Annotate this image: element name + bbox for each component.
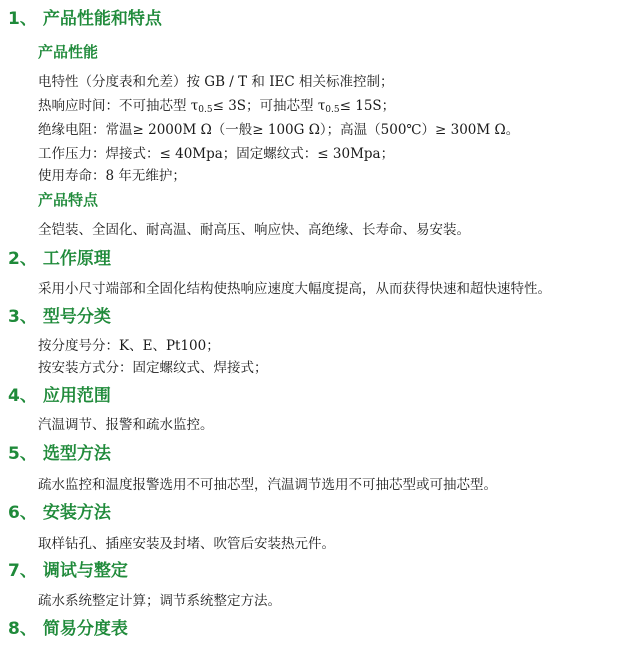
response-text-a: 热响应时间：不可抽芯型 τ xyxy=(38,98,199,114)
section-heading-7 xyxy=(8,560,128,582)
subsection-features: 产品特点 xyxy=(38,191,99,209)
response-subscript-1: 0.5 xyxy=(198,105,213,115)
subsection-performance: 产品性能 xyxy=(38,43,99,61)
section-title: 选型方法 xyxy=(42,444,111,464)
section-heading-8 xyxy=(8,618,128,640)
response-time-line xyxy=(38,96,395,120)
section-number: 1、 xyxy=(8,9,37,29)
section-heading-2 xyxy=(8,248,111,270)
section-number: 7、 xyxy=(8,561,37,581)
section-title: 应用范围 xyxy=(42,386,111,406)
section-title: 型号分类 xyxy=(42,307,111,327)
principle-line: 采用小尺寸端部和全固化结构使热响应速度大幅度提高，从而获得快速和超快速特性。 xyxy=(38,281,551,297)
application-line: 汽温调节、报警和疏水监控。 xyxy=(38,417,214,433)
section-title: 工作原理 xyxy=(42,249,111,269)
response-text-c: ≤ 15S； xyxy=(339,98,396,114)
section-number: 8、 xyxy=(8,619,37,639)
section-title: 产品性能和特点 xyxy=(42,9,162,29)
section-title: 简易分度表 xyxy=(42,619,128,639)
pressure-line: 工作压力：焊接式：≤ 40Mpa；固定螺纹式：≤ 30Mpa； xyxy=(38,146,395,162)
classification-line-2: 按安装方式分：固定螺纹式、焊接式； xyxy=(38,360,268,376)
life-line: 使用寿命：8 年无维护； xyxy=(38,168,186,184)
section-number: 3、 xyxy=(8,307,37,327)
section-heading-6 xyxy=(8,502,111,524)
response-text-b: ≤ 3S；可抽芯型 τ xyxy=(212,98,326,114)
section-title: 调试与整定 xyxy=(42,561,128,581)
electrical-line: 电特性（分度表和允差）按 GB / T 和 IEC 相关标准控制； xyxy=(38,74,394,90)
features-line: 全铠装、全固化、耐高温、耐高压、响应快、高绝缘、长寿命、易安装。 xyxy=(38,222,470,238)
section-heading-4 xyxy=(8,385,111,407)
tuning-line: 疏水系统整定计算；调节系统整定方法。 xyxy=(38,593,281,609)
classification-line-1: 按分度号分：K、E、Pt100； xyxy=(38,338,220,354)
section-heading-1 xyxy=(8,8,162,30)
section-heading-5 xyxy=(8,443,111,465)
section-title: 安装方法 xyxy=(42,503,111,523)
response-subscript-2: 0.5 xyxy=(325,105,340,115)
insulation-line: 绝缘电阻：常温≥ 2000M Ω（一般≥ 100G Ω）；高温（500℃）≥ 300M Ω。 xyxy=(38,122,520,138)
section-number: 6、 xyxy=(8,503,37,523)
section-number: 5、 xyxy=(8,444,37,464)
section-heading-3 xyxy=(8,306,111,328)
installation-line: 取样钻孔、插座安装及封堵、吹管后安装热元件。 xyxy=(38,536,335,552)
section-number: 2、 xyxy=(8,249,37,269)
selection-line: 疏水监控和温度报警选用不可抽芯型，汽温调节选用不可抽芯型或可抽芯型。 xyxy=(38,477,497,493)
section-number: 4、 xyxy=(8,386,37,406)
